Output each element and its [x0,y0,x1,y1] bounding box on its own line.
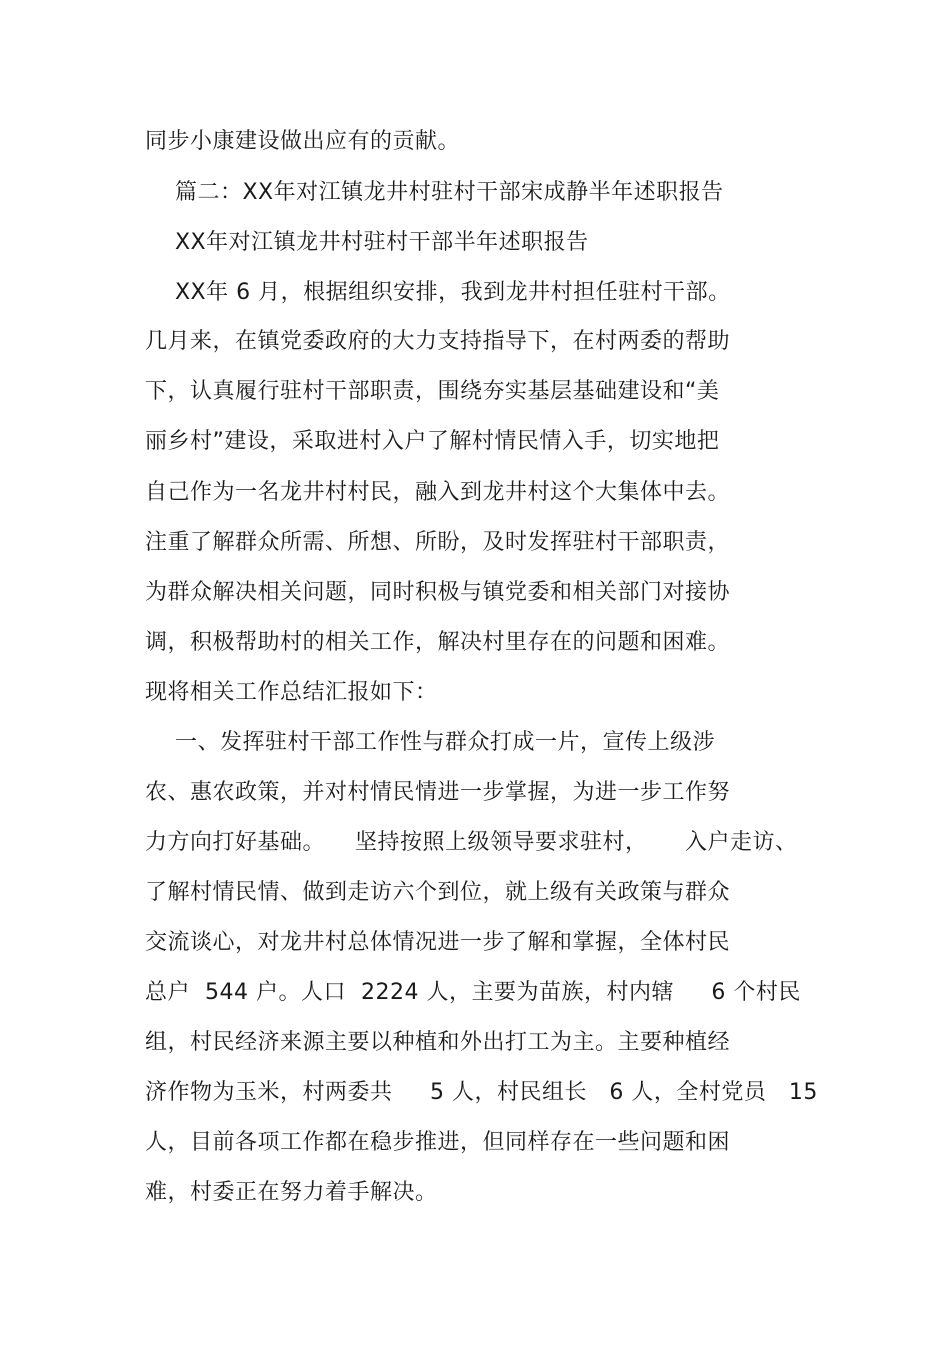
text-line: 组，村民经济来源主要以种植和外出打工为主。主要种植经 [145,1030,731,1055]
text-line: 济作物为玉米，村两委共 5 人，村民组长 6 人，全村党员 15 [145,1080,818,1105]
text-line: 下，认真履行驻村干部职责，围绕夯实基层基础建设和“美 [145,379,720,404]
text-line: 为群众解决相关问题，同时积极与镇党委和相关部门对接协 [145,580,731,605]
text-line: 人，目前各项工作都在稳步推进，但同样存在一些问题和困 [145,1130,731,1155]
section-heading: 篇二：XX年对江镇龙井村驻村干部宋成静半年述职报告 [145,180,724,205]
text-line: XX年 6 月，根据组织安排，我到龙井村担任驻村干部。 [145,280,731,305]
text-line: 几月来，在镇党委政府的大力支持指导下，在村两委的帮助 [145,329,731,354]
text-line: 了解村情民情、做到走访六个到位，就上级有关政策与群众 [145,880,731,905]
report-title: XX年对江镇龙井村驻村干部半年述职报告 [145,230,589,255]
text-line: 调，积极帮助村的相关工作，解决村里存在的问题和困难。 [145,630,731,655]
text-line: 交流谈心，对龙井村总体情况进一步了解和掌握，全体村民 [145,930,731,955]
text-line: 丽乡村”建设，采取进村入户了解村情民情入手，切实地把 [145,429,720,454]
text-line: 注重了解群众所需、所想、所盼，及时发挥驻村干部职责， [145,530,731,555]
text-line: 现将相关工作总结汇报如下： [145,680,438,705]
text-line: 农、惠农政策，并对村情民情进一步掌握，为进一步工作努 [145,780,731,805]
text-line: 力方向打好基础。 坚持按照上级领导要求驻村， 入户走访、 [145,830,798,855]
text-line: 总户 544 户。人口 2224 人，主要为苗族，村内辖 6 个村民 [145,980,801,1005]
text-line: 同步小康建设做出应有的贡献。 [145,129,461,154]
text-line: 一、发挥驻村干部工作性与群众打成一片，宣传上级涉 [145,730,715,755]
text-line: 难，村委正在努力着手解决。 [145,1180,438,1205]
text-line: 自己作为一名龙井村村民，融入到龙井村这个大集体中去。 [145,480,731,505]
